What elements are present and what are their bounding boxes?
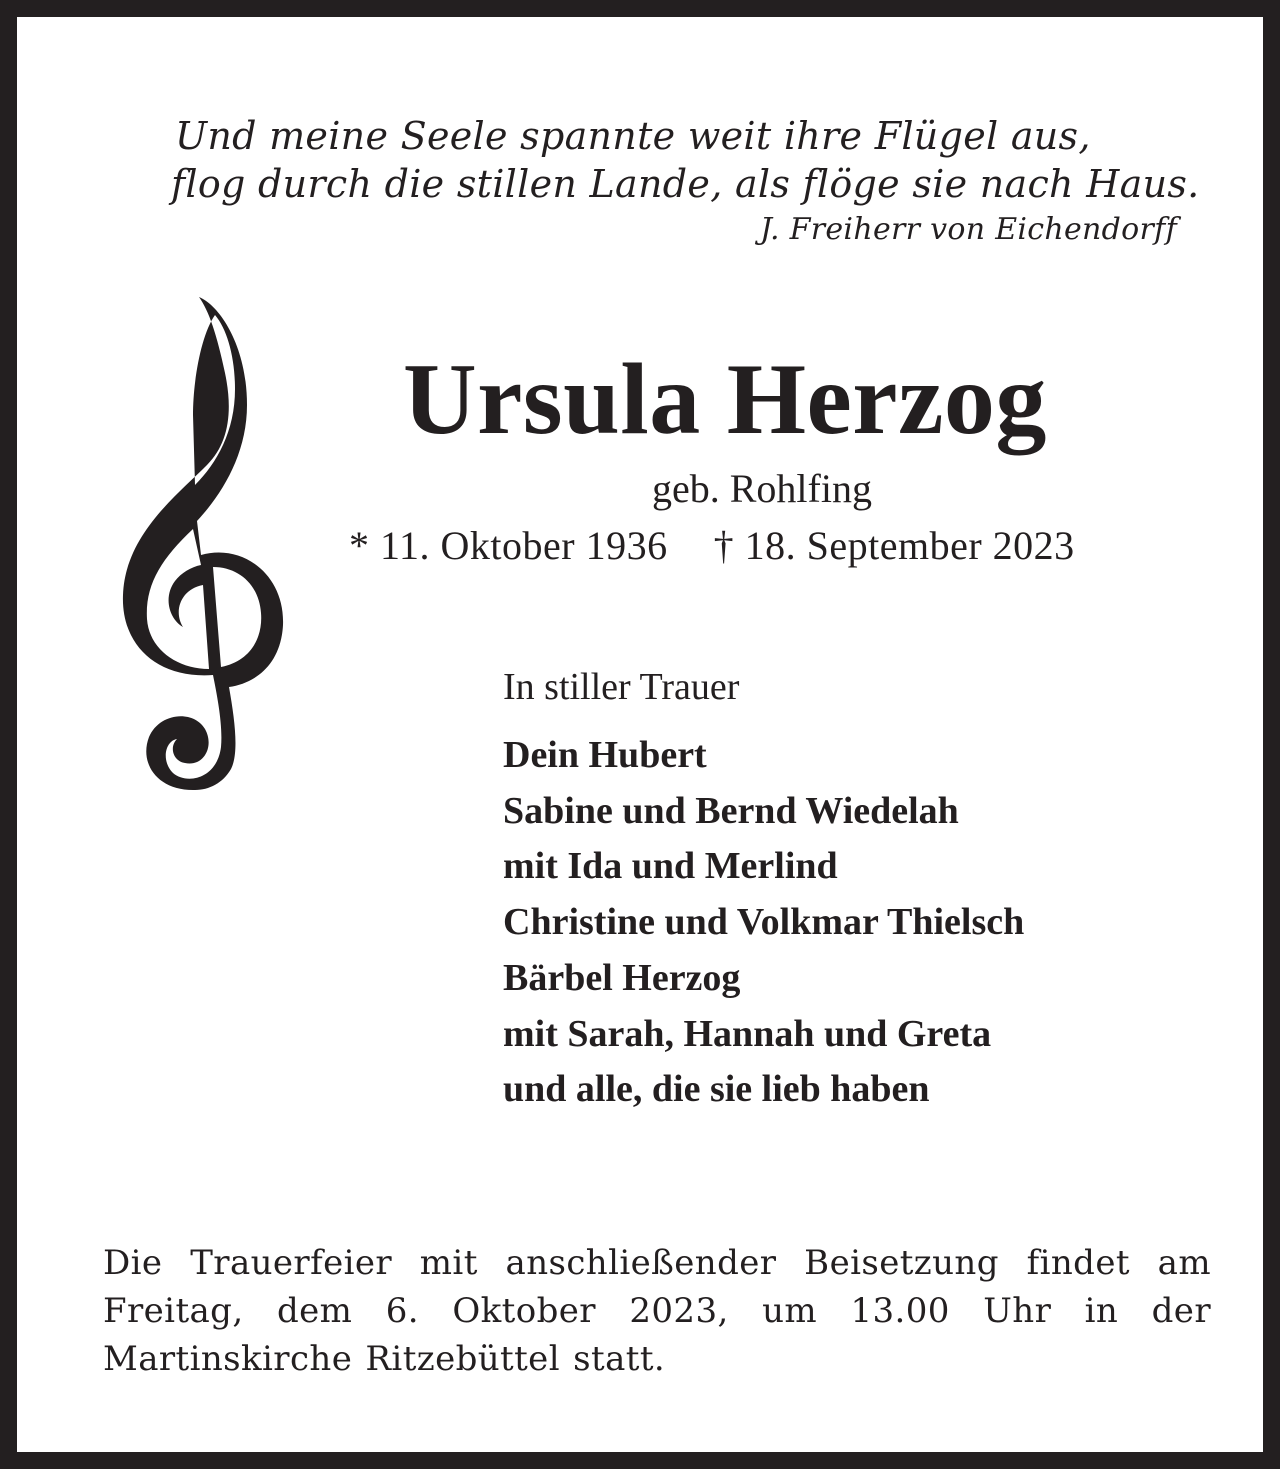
deceased-name: Ursula Herzog — [403, 343, 1047, 456]
birth-date: * 11. Oktober 1936 — [349, 523, 668, 568]
quote-author: J. Freiherr von Eichendorff — [759, 212, 1177, 247]
birth-name: geb. Rohlfing — [652, 466, 872, 511]
quote-line-1: Und meine Seele spannte weit ihre Flügel aus, — [175, 114, 1091, 158]
mourner-line: mit Ida und Merlind — [503, 845, 838, 888]
mourner-line: mit Sarah, Hannah und Greta — [503, 1012, 992, 1055]
mourning-intro: In stiller Trauer — [503, 666, 740, 708]
mourner-line: Christine und Volkmar Thielsch — [503, 901, 1025, 944]
mourner-line: Bärbel Herzog — [503, 956, 741, 999]
mourner-line: und alle, die sie lieb haben — [503, 1068, 930, 1111]
mourner-line: Dein Hubert — [503, 734, 707, 776]
life-dates — [349, 522, 1075, 569]
mourners-list — [503, 728, 1024, 1118]
quote-line-2: flog durch die stillen Lande, als flöge sie nach Haus. — [171, 162, 1200, 206]
death-date: † 18. September 2023 — [713, 523, 1075, 568]
treble-clef-icon — [117, 285, 297, 805]
mourner-line: Sabine und Bernd Wiedelah — [503, 789, 959, 832]
funeral-notice: Die Trauerfeier mit anschließender Beisetzung findet am Freitag, dem 6. Oktober 2023, um 13.00 Uhr in der Martinskirche Ritzebüttel statt. — [103, 1243, 1211, 1379]
